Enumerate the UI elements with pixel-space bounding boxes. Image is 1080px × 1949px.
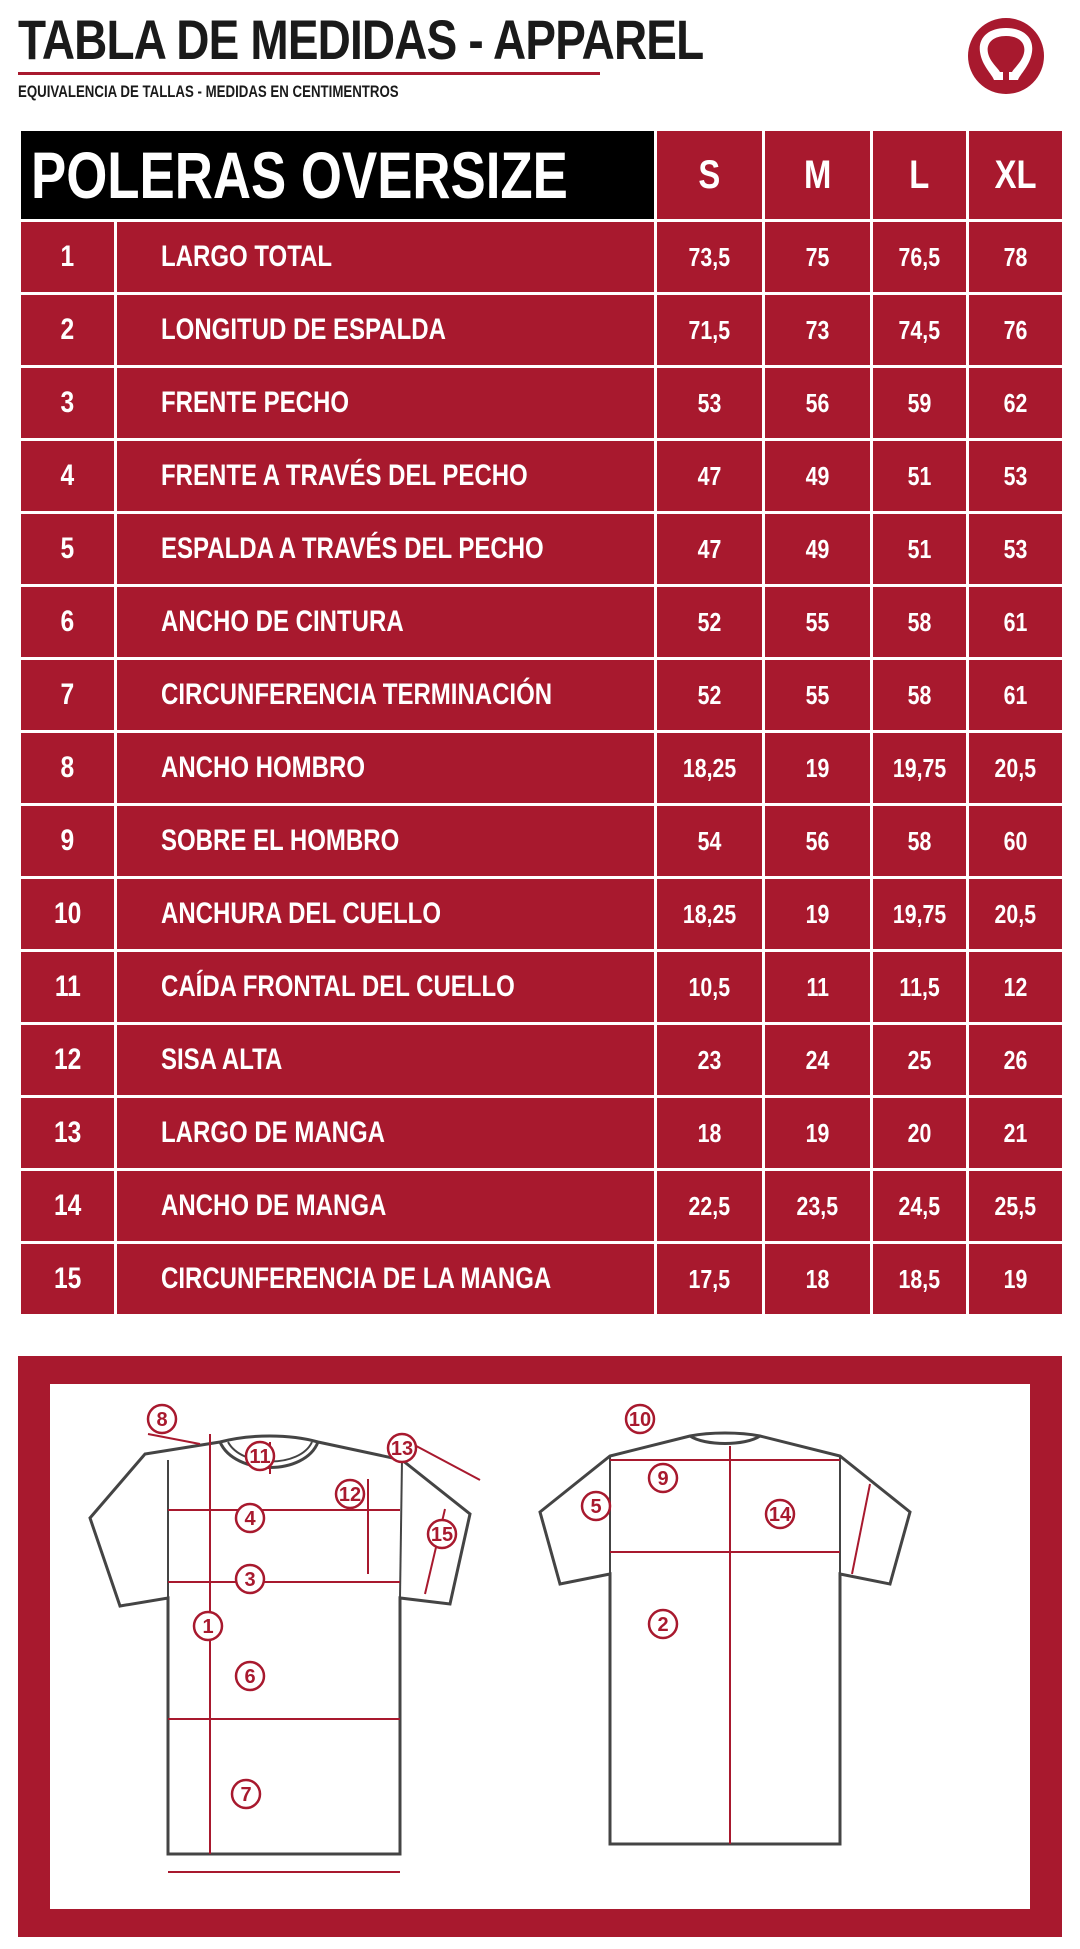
table-title: POLERAS OVERSIZE [20, 130, 656, 221]
size-value-m: 55 [764, 586, 872, 659]
table-row [20, 805, 1064, 878]
size-value-xl: 21 [968, 1097, 1064, 1170]
measurement-label: LARGO DE MANGA [116, 1097, 656, 1170]
measurement-diagram [50, 1384, 1030, 1909]
row-number: 1 [20, 221, 116, 294]
row-number: 7 [20, 659, 116, 732]
measure-marker-label: 11 [249, 1446, 271, 1468]
size-value-m: 56 [764, 805, 872, 878]
size-value-m: 18 [764, 1243, 872, 1316]
size-value-m: 55 [764, 659, 872, 732]
table-row [20, 951, 1064, 1024]
table-row [20, 294, 1064, 367]
table-row [20, 1170, 1064, 1243]
size-value-l: 19,75 [872, 732, 968, 805]
size-value-s: 23 [656, 1024, 764, 1097]
size-value-s: 17,5 [656, 1243, 764, 1316]
size-value-xl: 19 [968, 1243, 1064, 1316]
size-value-s: 52 [656, 659, 764, 732]
table-row [20, 513, 1064, 586]
size-value-m: 73 [764, 294, 872, 367]
size-value-s: 18,25 [656, 878, 764, 951]
size-value-l: 58 [872, 586, 968, 659]
measure-marker-label: 15 [430, 1524, 454, 1546]
measure-marker-label: 13 [390, 1438, 414, 1460]
table-row [20, 1024, 1064, 1097]
row-number: 3 [20, 367, 116, 440]
circa-logo-icon [966, 16, 1046, 96]
size-value-s: 10,5 [656, 951, 764, 1024]
size-value-l: 58 [872, 659, 968, 732]
measure-marker-label: 1 [202, 1616, 214, 1638]
size-header-xl: XL [968, 130, 1064, 221]
row-number: 4 [20, 440, 116, 513]
tshirt-diagram-svg [50, 1384, 1030, 1909]
table-body [20, 221, 1064, 1316]
measure-marker-label: 12 [338, 1484, 362, 1506]
size-value-l: 58 [872, 805, 968, 878]
row-number: 9 [20, 805, 116, 878]
table-row [20, 878, 1064, 951]
size-value-m: 19 [764, 1097, 872, 1170]
size-value-l: 76,5 [872, 221, 968, 294]
measure-marker-label: 4 [244, 1508, 256, 1530]
size-value-xl: 53 [968, 513, 1064, 586]
size-value-s: 54 [656, 805, 764, 878]
measurement-label: LONGITUD DE ESPALDA [116, 294, 656, 367]
size-value-xl: 12 [968, 951, 1064, 1024]
size-value-xl: 61 [968, 586, 1064, 659]
measurement-label: FRENTE PECHO [116, 367, 656, 440]
page-title: TABLA DE MEDIDAS - APPAREL [18, 8, 704, 71]
table-row [20, 440, 1064, 513]
table-header-row [20, 130, 1064, 221]
size-value-xl: 20,5 [968, 732, 1064, 805]
measure-marker-label: 10 [628, 1409, 652, 1431]
size-value-xl: 78 [968, 221, 1064, 294]
table-row [20, 367, 1064, 440]
measurement-label: SISA ALTA [116, 1024, 656, 1097]
row-number: 5 [20, 513, 116, 586]
size-value-m: 49 [764, 513, 872, 586]
page-subtitle: EQUIVALENCIA DE TALLAS - MEDIDAS EN CENTIMENTROS [18, 82, 399, 101]
size-value-m: 19 [764, 878, 872, 951]
size-value-s: 52 [656, 586, 764, 659]
size-value-l: 59 [872, 367, 968, 440]
size-value-m: 56 [764, 367, 872, 440]
size-value-xl: 53 [968, 440, 1064, 513]
row-number: 10 [20, 878, 116, 951]
row-number: 13 [20, 1097, 116, 1170]
table-row [20, 1243, 1064, 1316]
measure-marker-label: 7 [240, 1784, 252, 1806]
table-row [20, 732, 1064, 805]
measurement-label: CAÍDA FRONTAL DEL CUELLO [116, 951, 656, 1024]
measurement-label: CIRCUNFERENCIA DE LA MANGA [116, 1243, 656, 1316]
measurement-label: LARGO TOTAL [116, 221, 656, 294]
size-table [18, 128, 1065, 1317]
size-value-l: 11,5 [872, 951, 968, 1024]
size-value-s: 47 [656, 440, 764, 513]
measure-marker-label: 5 [590, 1496, 602, 1518]
size-value-m: 49 [764, 440, 872, 513]
size-value-l: 51 [872, 513, 968, 586]
size-value-s: 73,5 [656, 221, 764, 294]
size-value-m: 23,5 [764, 1170, 872, 1243]
table-row [20, 221, 1064, 294]
size-value-m: 19 [764, 732, 872, 805]
measure-marker-label: 14 [768, 1504, 792, 1526]
measure-marker-label: 8 [156, 1409, 168, 1431]
measure-marker-label: 3 [244, 1569, 256, 1591]
table-row [20, 1097, 1064, 1170]
table-row [20, 659, 1064, 732]
table-row [20, 586, 1064, 659]
row-number: 12 [20, 1024, 116, 1097]
size-value-xl: 20,5 [968, 878, 1064, 951]
size-value-s: 18 [656, 1097, 764, 1170]
size-value-s: 53 [656, 367, 764, 440]
measurement-label: CIRCUNFERENCIA TERMINACIÓN [116, 659, 656, 732]
size-value-xl: 61 [968, 659, 1064, 732]
size-value-l: 74,5 [872, 294, 968, 367]
size-header-s: S [656, 130, 764, 221]
size-value-m: 24 [764, 1024, 872, 1097]
size-value-l: 24,5 [872, 1170, 968, 1243]
front-tshirt-icon [90, 1436, 470, 1854]
size-header-m: M [764, 130, 872, 221]
size-value-m: 11 [764, 951, 872, 1024]
size-value-l: 20 [872, 1097, 968, 1170]
size-value-s: 47 [656, 513, 764, 586]
size-value-s: 22,5 [656, 1170, 764, 1243]
measurement-label: ANCHURA DEL CUELLO [116, 878, 656, 951]
size-value-xl: 76 [968, 294, 1064, 367]
size-value-xl: 62 [968, 367, 1064, 440]
size-value-l: 25 [872, 1024, 968, 1097]
measurement-diagram-panel [18, 1356, 1062, 1937]
size-value-l: 19,75 [872, 878, 968, 951]
measurement-label: ANCHO DE MANGA [116, 1170, 656, 1243]
size-header-l: L [872, 130, 968, 221]
size-value-xl: 60 [968, 805, 1064, 878]
row-number: 6 [20, 586, 116, 659]
size-value-xl: 26 [968, 1024, 1064, 1097]
row-number: 11 [20, 951, 116, 1024]
measure-marker-label: 6 [244, 1666, 256, 1688]
measurement-label: ANCHO HOMBRO [116, 732, 656, 805]
measurement-label: FRENTE A TRAVÉS DEL PECHO [116, 440, 656, 513]
row-number: 2 [20, 294, 116, 367]
size-table-wrapper [18, 128, 1062, 1317]
title-underline [18, 72, 600, 75]
size-value-l: 18,5 [872, 1243, 968, 1316]
row-number: 15 [20, 1243, 116, 1316]
measure-marker-label: 2 [657, 1614, 669, 1636]
measurement-label: ANCHO DE CINTURA [116, 586, 656, 659]
measurement-label: SOBRE EL HOMBRO [116, 805, 656, 878]
measurement-label: ESPALDA A TRAVÉS DEL PECHO [116, 513, 656, 586]
size-value-xl: 25,5 [968, 1170, 1064, 1243]
row-number: 14 [20, 1170, 116, 1243]
measure-marker-label: 9 [657, 1468, 669, 1490]
size-value-s: 18,25 [656, 732, 764, 805]
size-value-l: 51 [872, 440, 968, 513]
size-value-s: 71,5 [656, 294, 764, 367]
row-number: 8 [20, 732, 116, 805]
size-value-m: 75 [764, 221, 872, 294]
